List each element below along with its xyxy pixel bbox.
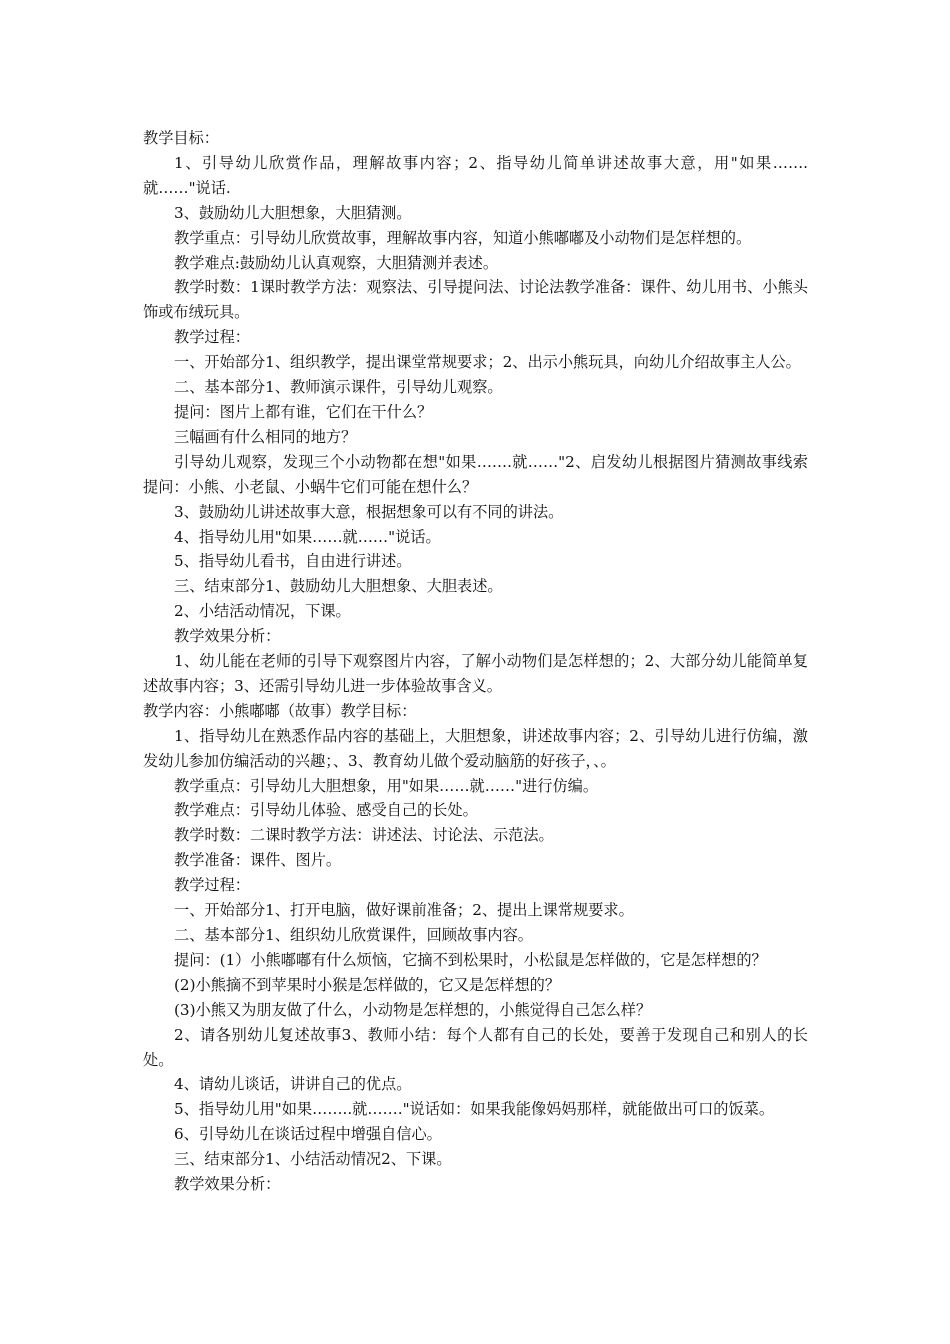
paragraph: 二、基本部分1、组织幼儿欣赏课件，回顾故事内容。 <box>174 926 533 944</box>
paragraph: 三幅画有什么相同的地方？ <box>174 427 357 446</box>
paragraph: 6、引导幼儿在谈话过程中增强自信心。 <box>174 1125 442 1144</box>
paragraph: 教学目标： <box>143 129 219 147</box>
paragraph: 提问：图片上都有谁，它们在干什么？ <box>174 402 433 421</box>
paragraph: 3、鼓励幼儿大胆想象，大胆猜测。 <box>174 203 412 222</box>
paragraph: 一、开始部分1、组织教学，提出课堂常规要求；2、出示小熊玩具，向幼儿介绍故事主人公。 <box>174 353 801 372</box>
paragraph: 教学准备：课件、图片。 <box>174 851 342 870</box>
paragraph: 三、结束部分1、鼓励幼儿大胆想象、大胆表述。 <box>174 577 503 596</box>
paragraph: 1、指导幼儿在熟悉作品内容的基础上，大胆想象，讲述故事内容；2、引导幼儿进行仿编，激发幼儿参加仿编活动的兴趣；、3、教育幼儿做个爱动脑筋的好孩子，、。 <box>143 726 808 770</box>
paragraph: 教学效果分析： <box>174 627 281 646</box>
paragraph: 5、指导幼儿看书，自由进行讲述。 <box>174 552 412 571</box>
paragraph: 3、鼓励幼儿讲述故事大意，根据想象可以有不同的讲法。 <box>174 502 564 521</box>
paragraph: 三、结束部分1、小结活动情况2、下课。 <box>174 1150 452 1169</box>
paragraph: 2、小结活动情况，下课。 <box>174 602 351 621</box>
paragraph: (3)小熊又为朋友做了什么，小动物是怎样想的，小熊觉得自己怎么样？ <box>174 1000 652 1019</box>
paragraph: (2)小熊摘不到苹果时小猴是怎样做的，它又是怎样想的？ <box>174 975 561 994</box>
paragraph: 提问：(1）小熊嘟嘟有什么烦恼，它摘不到松果时，小松鼠是怎样做的，它是怎样想的？ <box>174 950 767 969</box>
paragraph: 教学难点：引导幼儿体验、感受自己的长处。 <box>174 801 478 820</box>
paragraph: 二、基本部分1、教师演示课件，引导幼儿观察。 <box>174 378 503 397</box>
paragraph: 引导幼儿观察，发现三个小动物都在想"如果…….就……"2、启发幼儿根据图片猜测故事线索提问：小熊、小老鼠、小蜗牛它们可能在想什么？ <box>143 452 808 496</box>
document-body <box>143 126 808 1197</box>
paragraph: 4、指导幼儿用"如果……就……"说话。 <box>174 527 441 546</box>
paragraph: 1、引导幼儿欣赏作品，理解故事内容；2、指导幼儿简单讲述故事大意，用"如果…….就……"说话. <box>143 153 808 197</box>
paragraph: 教学过程： <box>174 876 250 895</box>
paragraph: 2、请各别幼儿复述故事3、教师小结：每个人都有自己的长处，要善于发现自己和别人的长处。 <box>143 1025 808 1069</box>
paragraph: 教学重点：引导幼儿大胆想象，用"如果……就……"进行仿编。 <box>174 776 599 795</box>
paragraph: 教学效果分析： <box>174 1175 281 1194</box>
paragraph: 1、幼儿能在老师的引导下观察图片内容，了解小动物们是怎样想的；2、大部分幼儿能简单复述故事内容；3、还需引导幼儿进一步体验故事含义。 <box>143 652 808 695</box>
paragraph: 教学难点:鼓励幼儿认真观察，大胆猜测并表述。 <box>174 253 499 272</box>
paragraph: 教学时数：二课时教学方法：讲述法、讨论法、示范法。 <box>174 826 554 845</box>
paragraph: 教学重点：引导幼儿欣赏故事，理解故事内容，知道小熊嘟嘟及小动物们是怎样想的。 <box>174 228 752 247</box>
paragraph: 教学内容：小熊嘟嘟（故事）教学目标： <box>143 701 417 720</box>
paragraph: 5、指导幼儿用"如果……..就……."说话如：如果我能像妈妈那样，就能做出可口的饭菜。 <box>174 1100 775 1119</box>
paragraph: 4、请幼儿谈话，讲讲自己的优点。 <box>174 1075 412 1094</box>
paragraph: 一、开始部分1、打开电脑，做好课前准备；2、提出上课常规要求。 <box>174 901 634 920</box>
paragraph: 教学过程： <box>174 328 250 347</box>
paragraph: 教学时数：1课时教学方法：观察法、引导提问法、讨论法教学准备：课件、幼儿用书、小熊头饰或布绒玩具。 <box>143 278 808 322</box>
